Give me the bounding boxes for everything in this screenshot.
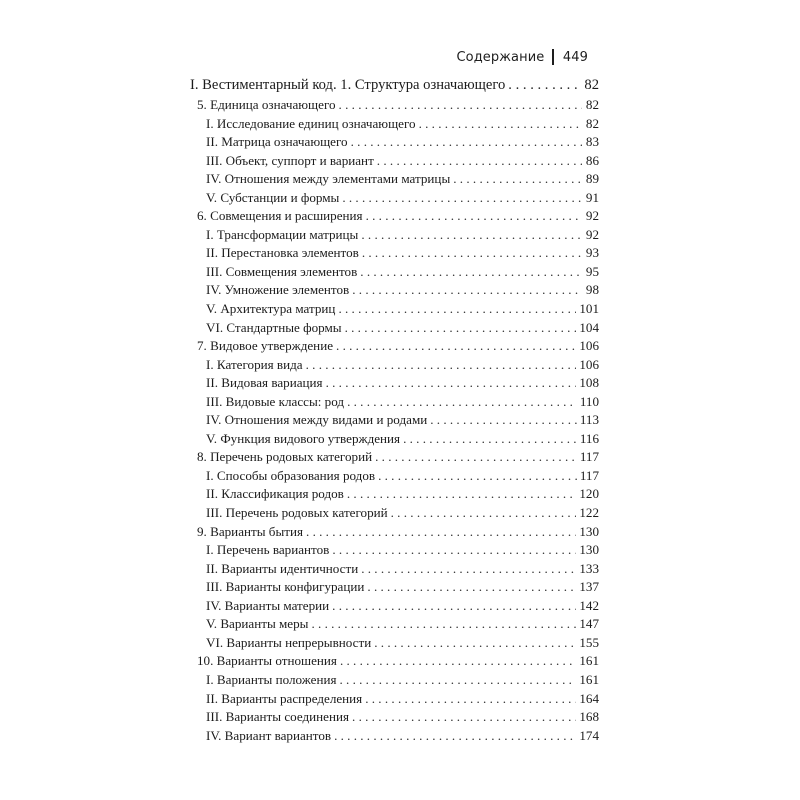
dot-leader <box>375 448 577 467</box>
toc-entry-page: 106 <box>579 338 599 354</box>
page-number: 449 <box>562 49 588 65</box>
dot-leader <box>352 281 582 300</box>
toc-entry-page: 106 <box>579 356 599 372</box>
toc-entry-page: 82 <box>585 115 599 131</box>
toc-entry-title: 9. Варианты бытия <box>197 523 304 539</box>
toc-entry-page: 104 <box>579 319 599 335</box>
toc-entry-title: V. Варианты меры <box>206 616 309 632</box>
toc-entry-title: III. Видовые классы: род <box>206 393 345 409</box>
dot-leader <box>365 690 576 709</box>
toc-section-entry <box>190 430 599 449</box>
toc-entry-page: 113 <box>579 412 599 428</box>
toc-section-entry <box>190 634 599 653</box>
toc-section-entry <box>190 189 599 208</box>
toc-entry-title: I. Категория вида <box>206 356 303 372</box>
running-head-separator <box>552 49 554 65</box>
toc-section-entry <box>190 374 599 393</box>
toc-entry-page: 133 <box>579 560 599 576</box>
toc-entry-title: 7. Видовое утверждение <box>197 338 334 354</box>
toc-entry-title: IV. Умножение элементов <box>206 282 350 298</box>
toc-entry-title: II. Варианты распределения <box>206 690 363 706</box>
dot-leader <box>347 393 577 412</box>
toc-entry-title: I. Исследование единиц означающего <box>206 115 416 131</box>
dot-leader <box>339 671 576 690</box>
toc-section-entry <box>190 671 599 690</box>
toc-entry-title: I. Перечень вариантов <box>206 542 330 558</box>
dot-leader <box>378 467 577 486</box>
dot-leader <box>508 74 581 96</box>
toc-section-entry <box>190 467 599 486</box>
toc-entry-page: 117 <box>579 449 599 465</box>
toc-entry-title: IV. Вариант вариантов <box>206 727 332 743</box>
toc-entry-page: 174 <box>579 727 599 743</box>
toc-entry-page: 130 <box>579 542 599 558</box>
toc-section-entry <box>190 393 599 412</box>
toc-entry-page: 86 <box>585 152 599 168</box>
toc-entry-page: 108 <box>579 375 599 391</box>
toc-entry-title: VI. Варианты непрерывности <box>206 634 372 650</box>
toc-entry-page: 82 <box>585 97 599 112</box>
dot-leader <box>334 727 576 746</box>
toc-entry-page: 161 <box>579 671 599 687</box>
toc-part-heading <box>190 74 599 96</box>
dot-leader <box>351 133 582 152</box>
dot-leader <box>326 374 577 393</box>
toc-entry-title: 5. Единица означающего <box>197 97 336 112</box>
toc-section-entry <box>190 152 599 171</box>
dot-leader <box>340 652 576 671</box>
toc-entry-page: 93 <box>585 245 599 261</box>
toc-entry-page: 92 <box>585 208 599 224</box>
toc-entry-page: 91 <box>585 189 599 205</box>
running-head-title: Содержание <box>456 49 545 65</box>
toc-entry-page: 155 <box>579 634 599 650</box>
dot-leader <box>352 708 576 727</box>
toc-entry-page: 116 <box>579 430 599 446</box>
toc-entry-title: I. Трансформации матрицы <box>206 226 359 242</box>
toc-entry-title: VI. Стандартные формы <box>206 319 342 335</box>
toc-entry-page: 168 <box>579 709 599 725</box>
toc-chapter-entry <box>190 337 599 356</box>
toc-entry-title: II. Перестановка элементов <box>206 245 359 261</box>
toc-entry-page: 137 <box>579 579 599 595</box>
toc-section-entry <box>190 504 599 523</box>
toc-section-entry <box>190 485 599 504</box>
dot-leader <box>345 319 577 338</box>
toc-entry-page: 122 <box>579 505 599 521</box>
toc-section-entry <box>190 281 599 300</box>
dot-leader <box>361 226 582 245</box>
dot-leader <box>403 430 577 449</box>
toc-entry-page: 101 <box>579 301 599 317</box>
toc-entry-title: IV. Варианты материи <box>206 597 330 613</box>
toc-chapter-entry <box>190 652 599 671</box>
dot-leader <box>306 523 576 542</box>
toc-entry-page: 82 <box>584 77 599 93</box>
toc-entry-title: I. Способы образования родов <box>206 467 376 483</box>
toc-section-entry <box>190 541 599 560</box>
toc-entry-page: 130 <box>579 523 599 539</box>
toc-entry-title: V. Субстанции и формы <box>206 189 340 205</box>
toc-entry-title: I. Вестиментарный код. 1. Структура означающего <box>190 77 506 93</box>
toc-section-entry <box>190 708 599 727</box>
dot-leader <box>361 560 576 579</box>
toc-entry-title: I. Варианты положения <box>206 671 337 687</box>
toc-entry-title: III. Варианты конфигурации <box>206 579 365 595</box>
toc-section-entry <box>190 727 599 746</box>
toc-section-entry <box>190 411 599 430</box>
toc-entry-title: III. Варианты соединения <box>206 709 350 725</box>
dot-leader <box>419 115 582 134</box>
toc-section-entry <box>190 597 599 616</box>
dot-leader <box>338 300 576 319</box>
toc-entry-page: 92 <box>585 226 599 242</box>
toc-entry-page: 161 <box>579 653 599 669</box>
toc-entry-title: II. Классификация родов <box>206 486 344 502</box>
toc-section-entry <box>190 300 599 319</box>
toc-entry-title: II. Видовая вариация <box>206 375 323 391</box>
toc-entry-page: 83 <box>585 134 599 150</box>
toc-section-entry <box>190 115 599 134</box>
toc-entry-page: 164 <box>579 690 599 706</box>
dot-leader <box>306 356 577 375</box>
toc-chapter-entry <box>190 523 599 542</box>
toc-section-entry <box>190 319 599 338</box>
toc-section-entry <box>190 263 599 282</box>
dot-leader <box>430 411 577 430</box>
toc-entry-title: V. Архитектура матриц <box>206 301 336 317</box>
toc-entry-title: 8. Перечень родовых категорий <box>197 449 373 465</box>
toc-chapter-entry <box>190 207 599 226</box>
toc-entry-page: 120 <box>579 486 599 502</box>
dot-leader <box>377 152 582 171</box>
toc-entry-page: 89 <box>585 171 599 187</box>
toc-entry-page: 98 <box>585 282 599 298</box>
toc-entry-page: 117 <box>579 467 599 483</box>
toc-entry-title: II. Матрица означающего <box>206 134 348 150</box>
toc-section-entry <box>190 615 599 634</box>
dot-leader <box>339 96 582 115</box>
toc-section-entry <box>190 690 599 709</box>
dot-leader <box>336 337 576 356</box>
table-of-contents <box>190 74 599 745</box>
toc-chapter-entry <box>190 96 599 115</box>
dot-leader <box>367 578 576 597</box>
toc-entry-title: II. Варианты идентичности <box>206 560 359 576</box>
dot-leader <box>311 615 576 634</box>
toc-section-entry <box>190 133 599 152</box>
toc-entry-title: IV. Отношения между видами и родами <box>206 412 428 428</box>
toc-entry-title: III. Объект, суппорт и вариант <box>206 152 374 168</box>
toc-section-entry <box>190 244 599 263</box>
dot-leader <box>366 207 582 226</box>
dot-leader <box>391 504 577 523</box>
dot-leader <box>342 189 582 208</box>
toc-entry-title: III. Перечень родовых категорий <box>206 505 388 521</box>
toc-entry-title: III. Совмещения элементов <box>206 263 358 279</box>
toc-entry-title: IV. Отношения между элементами матрицы <box>206 171 451 187</box>
dot-leader <box>347 485 576 504</box>
toc-entry-title: 10. Варианты отношения <box>197 653 337 669</box>
toc-section-entry <box>190 578 599 597</box>
running-head <box>456 49 588 65</box>
toc-entry-page: 147 <box>579 616 599 632</box>
dot-leader <box>332 541 576 560</box>
toc-section-entry <box>190 560 599 579</box>
toc-entry-page: 95 <box>585 263 599 279</box>
toc-entry-page: 110 <box>579 393 599 409</box>
toc-section-entry <box>190 356 599 375</box>
dot-leader <box>374 634 576 653</box>
toc-chapter-entry <box>190 448 599 467</box>
toc-section-entry <box>190 226 599 245</box>
dot-leader <box>360 263 582 282</box>
toc-entry-title: 6. Совмещения и расширения <box>197 208 363 224</box>
dot-leader <box>362 244 582 263</box>
dot-leader <box>332 597 576 616</box>
dot-leader <box>453 170 582 189</box>
toc-entry-page: 142 <box>579 597 599 613</box>
toc-section-entry <box>190 170 599 189</box>
toc-entry-title: V. Функция видового утверждения <box>206 430 401 446</box>
